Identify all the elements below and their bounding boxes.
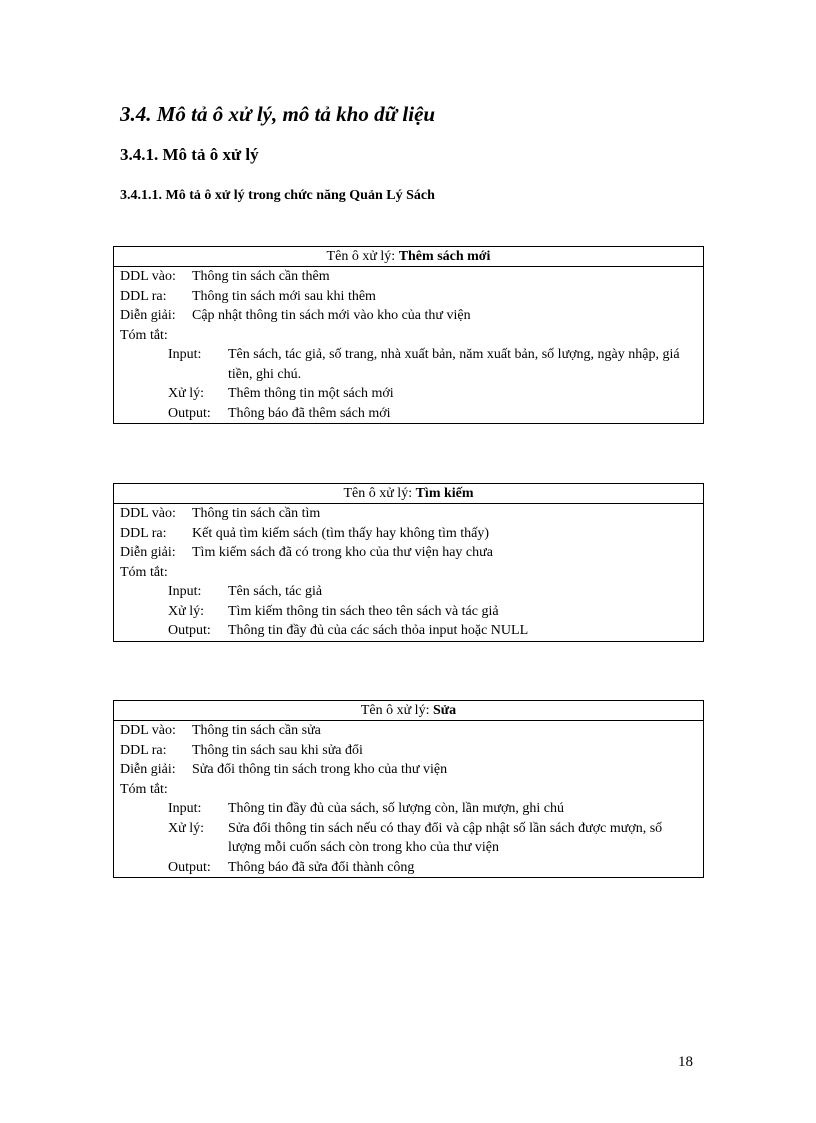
process-name: Sửa (432, 703, 457, 718)
dien-giai-row: Diễn giải: Sửa đổi thông tin sách trong kho của thư viện (120, 762, 448, 777)
xu-ly-row: Xử lý: Sửa đổi thông tin sách nếu có thay đổi và cập nhật số lần sách được mượn, số lượng mỗi cuốn sách còn trong kho của thư viện (168, 820, 663, 855)
process-box-title: Tên ô xử lý: Thêm sách mới (114, 247, 703, 267)
dien-giai-row: Diễn giải: Tìm kiếm sách đã có trong kho của thư viện hay chưa (120, 545, 493, 560)
section-heading: 3.4. Mô tả ô xử lý, mô tả kho dữ liệu (120, 102, 436, 126)
output-row: Output: Thông tin đầy đủ của các sách thỏa input hoặc NULL (168, 623, 529, 638)
input-row: Input: Thông tin đầy đủ của sách, số lượng còn, lần mượn, ghi chú (168, 801, 564, 816)
input-row: Input: Tên sách, tác giả (168, 584, 323, 599)
process-box-sua (113, 700, 704, 878)
ddl-vao-row: DDL vào: Thông tin sách cần tìm (120, 506, 321, 521)
process-box-title: Tên ô xử lý: Sửa (114, 701, 703, 721)
xu-ly-row: Xử lý: Tìm kiếm thông tin sách theo tên sách và tác giả (168, 603, 499, 619)
ddl-vao-row: DDL vào: Thông tin sách cần thêm (120, 269, 330, 284)
dien-giai-row: Diễn giải: Cập nhật thông tin sách mới vào kho của thư viện (120, 308, 471, 323)
page-number: 18 (678, 1054, 693, 1070)
xu-ly-row: Xử lý: Thêm thông tin một sách mới (168, 386, 394, 401)
process-box-tim-kiem (113, 483, 704, 642)
ddl-vao-row: DDL vào: Thông tin sách cần sửa (120, 723, 321, 738)
ddl-ra-row: DDL ra: Thông tin sách sau khi sửa đổi (120, 742, 363, 758)
process-box-them-sach (113, 246, 704, 424)
output-row: Output: Thông báo đã thêm sách mới (168, 405, 391, 421)
tom-tat-row: Tóm tắt: (120, 327, 168, 343)
tom-tat-row: Tóm tắt: (120, 781, 168, 797)
process-name: Thêm sách mới (398, 249, 491, 264)
subsection-heading: 3.4.1. Mô tả ô xử lý (120, 145, 259, 164)
output-row: Output: Thông báo đã sửa đổi thành công (168, 859, 415, 875)
process-box-title: Tên ô xử lý: Tìm kiếm (114, 484, 703, 504)
tom-tat-row: Tóm tắt: (120, 564, 168, 580)
ddl-ra-row: DDL ra: Kết quả tìm kiếm sách (tìm thấy hay không tìm thấy) (120, 525, 490, 541)
input-row: Input: Tên sách, tác giả, số trang, nhà xuất bản, năm xuất bản, số lượng, ngày nhập, giá tiền, ghi chú. (168, 347, 680, 382)
ddl-ra-row: DDL ra: Thông tin sách mới sau khi thêm (120, 288, 376, 304)
process-name: Tìm kiếm (415, 486, 474, 501)
subsubsection-heading: 3.4.1.1. Mô tả ô xử lý trong chức năng Quản Lý Sách (120, 188, 435, 203)
